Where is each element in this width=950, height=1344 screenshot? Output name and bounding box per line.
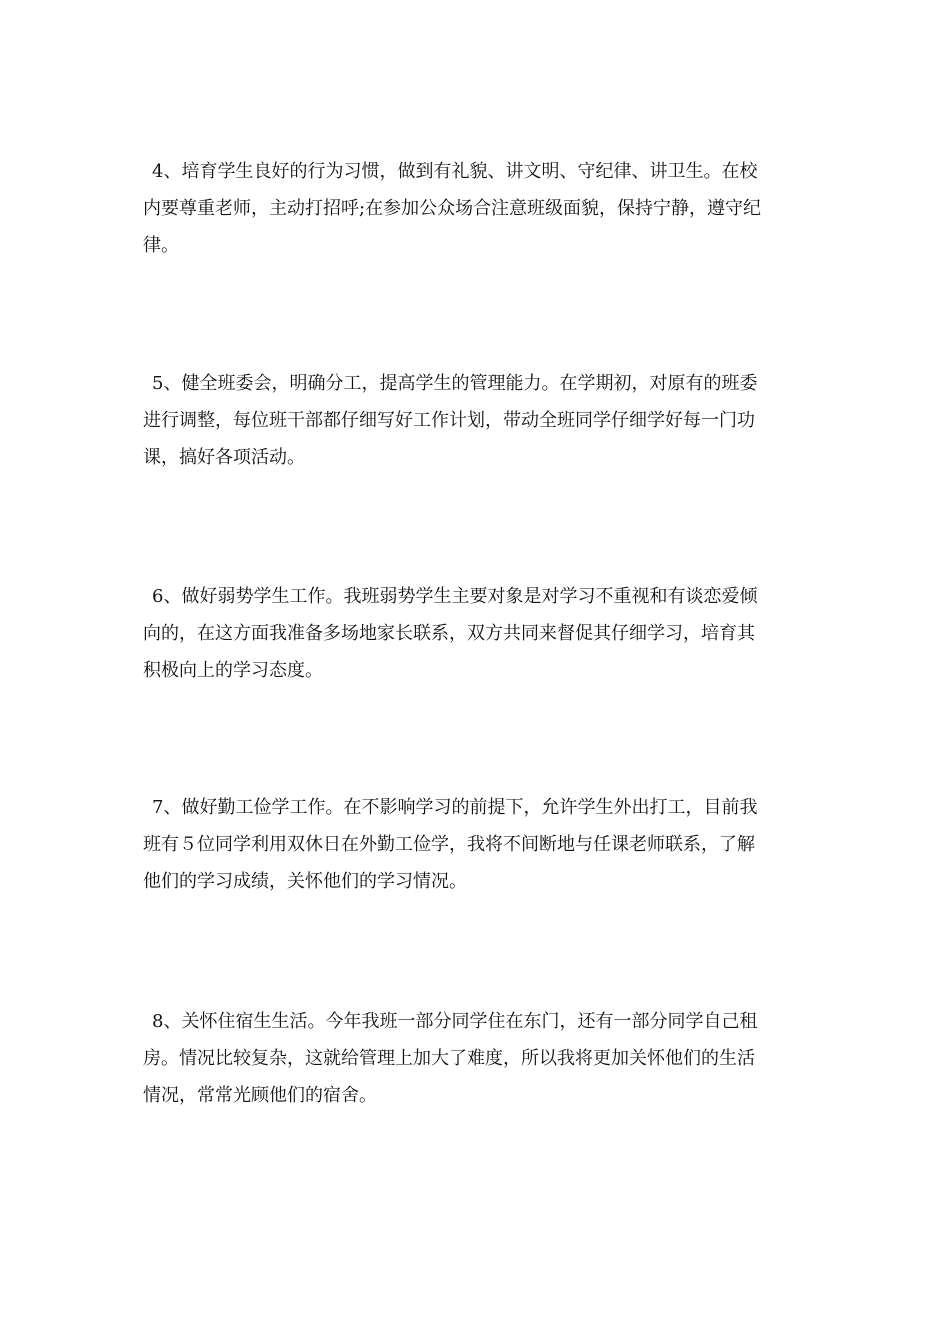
paragraph-line: 房。情况比较复杂，这就给管理上加大了难度，所以我将更加关怀他们的生活: [143, 1048, 755, 1069]
paragraph-line: 6、做好弱势学生工作。我班弱势学生主要对象是对学习不重视和有谈恋爱倾: [152, 586, 758, 607]
paragraph-line: 7、做好勤工俭学工作。在不影响学习的前提下，允许学生外出打工，目前我: [152, 797, 758, 818]
paragraph-line: 进行调整，每位班干部都仔细写好工作计划，带动全班同学仔细学好每一门功: [143, 410, 755, 431]
paragraph-line: 内要尊重老师，主动打招呼;在参加公众场合注意班级面貌，保持宁静，遵守纪: [143, 198, 762, 219]
paragraph-line: 律。: [143, 235, 179, 256]
paragraph-line: 向的，在这方面我准备多场地家长联系，双方共同来督促其仔细学习，培育其: [143, 623, 755, 644]
paragraph-item-8: [143, 1003, 805, 1114]
paragraph-line: 课，搞好各项活动。: [143, 447, 305, 468]
paragraph-line: 4、培育学生良好的行为习惯，做到有礼貌、讲文明、守纪律、讲卫生。在校: [152, 161, 758, 182]
paragraph-item-6: [143, 578, 805, 689]
paragraph-item-7: [143, 789, 805, 900]
paragraph-line: 他们的学习成绩，关怀他们的学习情况。: [143, 871, 467, 892]
paragraph-line: 8、关怀住宿生生活。今年我班一部分同学住在东门，还有一部分同学自己租: [152, 1011, 758, 1032]
paragraph-line: 情况，常常光顾他们的宿舍。: [143, 1085, 377, 1106]
paragraph-item-4: [143, 153, 805, 264]
paragraph-line: 积极向上的学习态度。: [143, 660, 323, 681]
paragraph-line: 5、健全班委会，明确分工，提高学生的管理能力。在学期初，对原有的班委: [152, 373, 758, 394]
paragraph-item-5: [143, 365, 805, 476]
paragraph-line: 班有５位同学利用双休日在外勤工俭学，我将不间断地与任课老师联系，了解: [143, 834, 755, 855]
